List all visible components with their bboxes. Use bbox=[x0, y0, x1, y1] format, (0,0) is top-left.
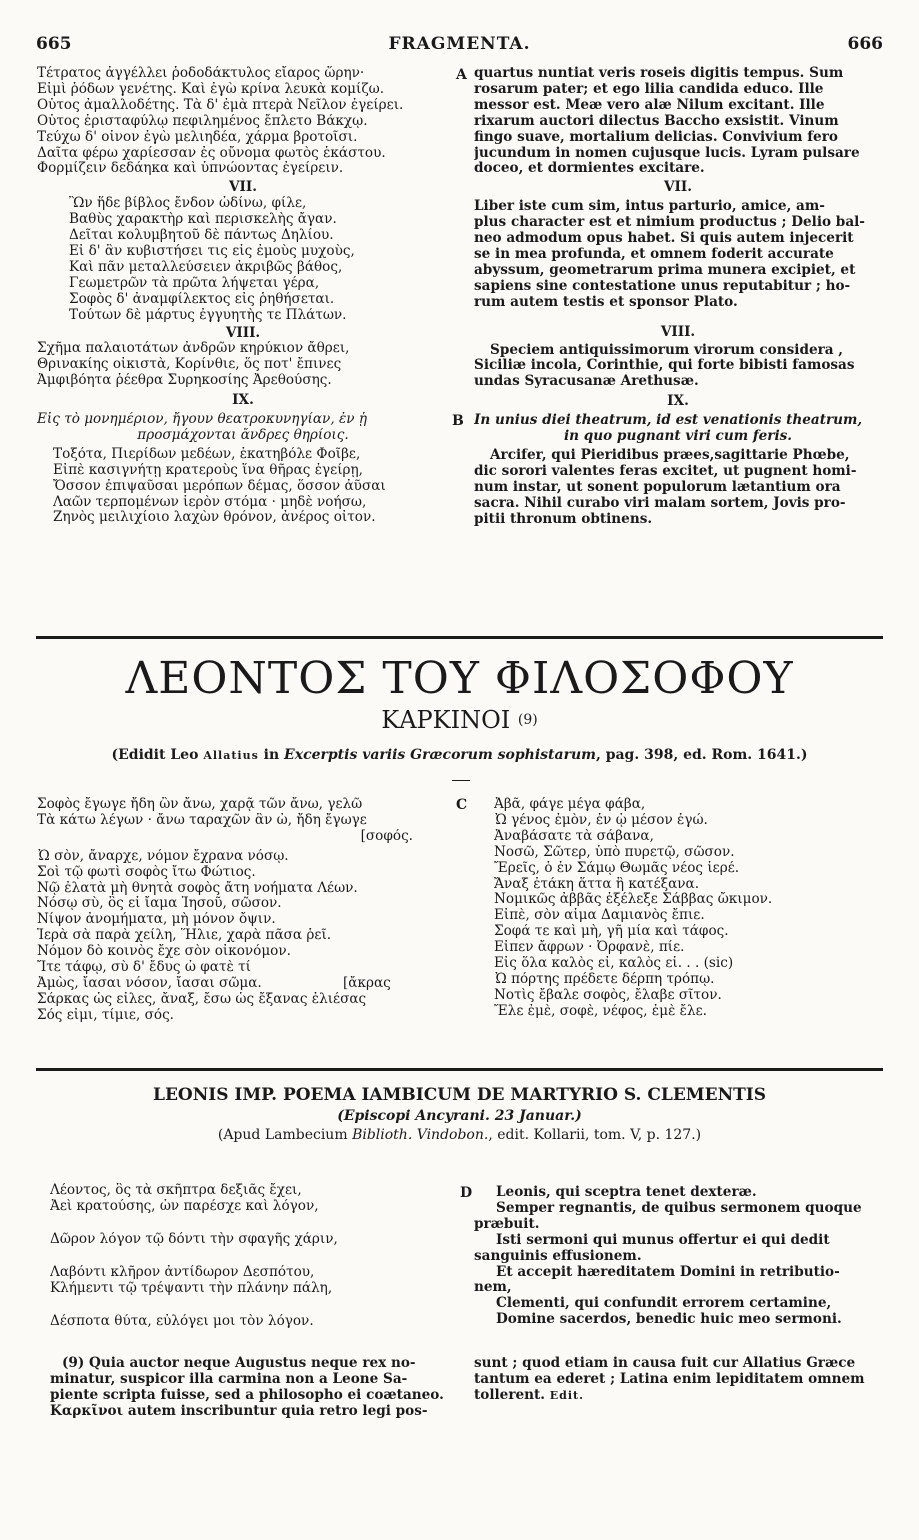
section-heading-viii: VIII. bbox=[225, 324, 261, 341]
footnote-line: (9) Quia auctor neque Augustus neque rex no- bbox=[62, 1355, 416, 1371]
verse-line: Et accepit hæreditatem Domini in retributio- bbox=[496, 1264, 840, 1280]
verse-line: Οὗτος ἀμαλλοδέτης. Τὰ δ' ἐμὰ πτερὰ Νεῖλον ἐγείρει. bbox=[37, 97, 404, 113]
section-heading-ix: IX. bbox=[232, 392, 254, 409]
footnote-right bbox=[474, 1355, 884, 1404]
greek-epigram-vii bbox=[37, 196, 449, 323]
edition-suffix: , pag. 398, ed. Rom. 1641.) bbox=[595, 747, 808, 763]
verse-line: Βαθὺς χαρακτὴρ καὶ περισκελὴς ἄγαν. bbox=[69, 212, 337, 228]
verse-line: Νῷ ἐλατὰ μὴ θνητὰ σοφὸς ἄτη νοήματα Λέων. bbox=[37, 880, 358, 896]
karkinoi-column-left bbox=[37, 797, 449, 1024]
prose-line: Siciliæ incola, Corinthie, qui forte bibisti famosas bbox=[474, 358, 855, 374]
prose-line: undas Syracusanæ Arethusæ. bbox=[474, 374, 699, 390]
verse-line: Νομικῶς ἀββᾶς ἐξέλεξε Σάββας ὤκιμον. bbox=[494, 892, 773, 908]
verse-line: Γεωμετρῶν τὰ πρῶτα λήψεται γέρα, bbox=[69, 275, 320, 291]
verse-line: Νοτὶς ἔβαλε σοφὸς, ἔλαβε σῖτον. bbox=[494, 987, 722, 1003]
verse-line: Σχῆμα παλαιοτάτων ἀνδρῶν κηρύκιον ἄθρει, bbox=[37, 341, 350, 357]
poem-greek-column bbox=[50, 1183, 450, 1329]
prose-line: messor est. Meæ vero alæ Nilum excitant. Ille bbox=[474, 97, 825, 113]
footnote-signature: Edit. bbox=[549, 1389, 584, 1402]
prose-line: abyssum, geometrarum prima munera excipiet, et bbox=[474, 262, 856, 278]
section-divider bbox=[36, 1068, 883, 1071]
latin-fragment-tail bbox=[474, 66, 882, 177]
poem-source bbox=[0, 1127, 919, 1143]
edition-editor: Allatius bbox=[203, 749, 259, 762]
verse-line: Leonis, qui sceptra tenet dexteræ. bbox=[496, 1185, 757, 1200]
verse-line: Νόμον δὸ κοινὸς ἔχε σὸν οἰκονόμον. bbox=[37, 944, 291, 960]
verse-line: Isti sermoni qui munus offertur ei qui dedit bbox=[496, 1232, 830, 1248]
verse-line: Ὄσσον ἐπιψαῦσαι μερόπων δέμας, ὅσσον ἀῦσαι bbox=[53, 478, 386, 494]
prose-line: dic sorori valentes feras excitet, ut pugnent homi- bbox=[474, 463, 857, 479]
verse-line: Εἰ δ' ἂν κυβιστήσει τις εἰς ἐμοὺς μυχοὺς, bbox=[69, 243, 355, 259]
verse-line: Domine sacerdos, benedic huic meo sermoni. bbox=[496, 1312, 842, 1328]
prose-line: jucundum in nomen cujusque lucis. Lyram pulsare bbox=[474, 145, 860, 161]
verse-line: Σοφά τε καὶ μὴ, γῆ μία καὶ τάφος. bbox=[494, 924, 729, 940]
prose-line: se in mea profunda, et omnem foderit accurate bbox=[474, 246, 834, 262]
section-title: ΛΕΟΝΤΟΣ ΤΟΥ ΦΙΛΟΣΟΦΟΥ bbox=[125, 653, 794, 704]
verse-line: Τούτων δὲ μάρτυς ἐγγυητὴς τε Πλάτων. bbox=[69, 307, 347, 323]
prose-line: sapiens sine contestatione unus reputabitur ; ho- bbox=[474, 278, 851, 294]
verse-line: Ἀβᾶ, φάγε μέγα φάβα, bbox=[494, 797, 646, 812]
verse-line: Τοξότα, Πιερίδων μεδέων, ἑκατηβόλε Φοῖβε, bbox=[53, 446, 361, 462]
verse-line: Ἔρεῖς, ὁ ἐν Σάμῳ Θωμᾶς νέος ἱερέ. bbox=[494, 860, 740, 876]
footnote-line: tantum ea ederet ; Latina enim lepiditatem omnem bbox=[474, 1371, 865, 1387]
prose-line: Liber iste cum sim, intus parturio, amice, am- bbox=[474, 199, 825, 215]
section-heading-ix: IX. bbox=[667, 393, 689, 410]
running-title: FRAGMENTA. bbox=[388, 34, 531, 54]
source-suffix: , edit. Kollarii, tom. V, p. 127.) bbox=[488, 1127, 702, 1143]
prose-line: sacra. Nihil curabo viri malam sortem, Jovis pro- bbox=[474, 495, 846, 511]
verse-line: Νίψον ἀνομήματα, μὴ μόνον ὄψιν. bbox=[37, 912, 276, 928]
verse-line: Καὶ πᾶν μεταλλεύσειεν ἀκριβῶς βάθος, bbox=[69, 259, 343, 275]
prose-line: pitii thronum obtinens. bbox=[474, 511, 653, 527]
source-work: Biblioth. Vindobon. bbox=[352, 1127, 489, 1143]
poem-title: LEONIS IMP. POEMA IAMBICUM DE MARTYRIO S. CLEMENTIS bbox=[152, 1085, 767, 1105]
section-heading-vii: VII. bbox=[229, 179, 257, 196]
subtitle-text: ΚΑΡΚΙΝΟΙ bbox=[381, 706, 511, 734]
margin-marker-a: A bbox=[456, 67, 467, 83]
prose-line: fingo suave, mortalium delicias. Convivium fero bbox=[474, 129, 838, 145]
latin-epigram-ix-title bbox=[474, 413, 882, 445]
karkinoi-column-right bbox=[494, 797, 884, 1020]
verse-line bbox=[37, 976, 449, 992]
verse-line: Σός εἰμι, τίμιε, σός. bbox=[37, 1007, 175, 1023]
latin-epigram-ix bbox=[474, 448, 882, 528]
verse-line: Θρινακίης οἰκιστὰ, Κορίνθιε, ὅς ποτ' ἔπινες bbox=[37, 357, 342, 373]
verse-line: Λαβόντι κλῆρον ἀντίδωρον Δεσπότου, bbox=[50, 1264, 315, 1280]
verse-line: Εἰπὲ κασιγνήτῃ κρατεροὺς ἵνα θῆρας ἐγείρῃ, bbox=[53, 462, 363, 478]
verse-line: Ἀεὶ κρατούσης, ὧν παρέσχε καὶ λόγον, bbox=[50, 1198, 319, 1214]
verse-line: Ἀναβάσατε τὰ σάβανα, bbox=[494, 828, 654, 844]
source-prefix: (Apud Lambecium bbox=[217, 1127, 353, 1143]
edition-prefix: (Edidit Leo bbox=[111, 747, 199, 763]
section-heading-viii: VIII. bbox=[660, 323, 696, 340]
verse-line: Δῶρον λόγον τῷ δόντι τὴν σφαγῆς χάριν, bbox=[50, 1231, 338, 1247]
latin-epigram-viii bbox=[474, 343, 882, 391]
prose-line: Arcifer, qui Pieridibus præes,sagittarie Phœbe, bbox=[490, 447, 850, 463]
verse-line: Εἶπεν ἄφρων · Ὀρφανὲ, πίε. bbox=[494, 940, 685, 956]
footnote-line: Καρκῖνοι autem inscribuntur quia retro legi pos- bbox=[50, 1403, 428, 1419]
verse-line: Δαῖτα φέρω χαρίεσσαν ἐς οὔνομα φωτὸς ἑκάστου. bbox=[37, 145, 386, 161]
greek-epigram-viii bbox=[37, 341, 449, 389]
section-divider bbox=[36, 636, 883, 639]
verse-line: Τεύχω δ' οἶνον ἐγὼ μελιηδέα, χάρμα βροτοῖσι. bbox=[37, 129, 358, 145]
prose-line: plus character est et nimium productus ; Delio bal- bbox=[474, 215, 865, 231]
verse-line: Clementi, qui confundit errorem certamine, bbox=[496, 1296, 832, 1312]
verse-line: Εἰς ὅλα καλὸς εἶ, καλὸς εἶ. . . (sic) bbox=[494, 956, 734, 972]
verse-line: Δέσποτα θύτα, εὐλόγει μοι τὸν λόγον. bbox=[50, 1313, 314, 1329]
verse-carryover: [ἄκρας bbox=[343, 975, 391, 991]
prose-line: Speciem antiquissimorum virorum considera , bbox=[490, 342, 844, 358]
verse-line: [σοφός. bbox=[360, 828, 413, 844]
edition-mid: in bbox=[258, 747, 285, 763]
verse-line: sanguinis effusionem. bbox=[474, 1248, 642, 1264]
footnote-line: minatur, suspicor illa carmina non a Leone Sa- bbox=[50, 1371, 408, 1387]
footnote-text: tollerent. bbox=[474, 1387, 546, 1403]
page-number-left: 665 bbox=[36, 34, 72, 54]
page-number-right: 666 bbox=[847, 34, 883, 54]
verse-line: Οὗτος ἐρισταφύλῳ πεφιλημένος ἔπλετο Βάκχῳ. bbox=[37, 113, 368, 129]
title-line: in quo pugnant viri cum feris. bbox=[563, 429, 793, 445]
verse-line: Κλήμεντι τῷ τρέψαντι τὴν πλάνην πάλη, bbox=[50, 1280, 333, 1296]
footnote-line: sunt ; quod etiam in causa fuit cur Allatius Græce bbox=[474, 1355, 856, 1371]
verse-line: Δεῖται κολυμβητοῦ δὲ πάντως Δηλίου. bbox=[69, 228, 334, 244]
verse-line: præbuit. bbox=[474, 1216, 540, 1232]
prose-line: rixarum auctori dilectus Baccho exsistit. Vinum bbox=[474, 113, 839, 129]
margin-marker-d: D bbox=[460, 1185, 473, 1201]
verse-line: Τέτρατος ἀγγέλλει ῥοδοδάκτυλος εἴαρος ὥρην· bbox=[37, 66, 365, 81]
prose-line: doceo, et dormientes excitare. bbox=[474, 161, 705, 177]
footnote-line bbox=[474, 1387, 884, 1404]
verse-line: Λαῶν τερπομένων ἱερὸν στόμα · μηδὲ νοήσω, bbox=[53, 494, 367, 510]
margin-marker-b: B bbox=[452, 413, 464, 429]
verse-line: Τὰ κάτω λέγων · ἄνω ταραχῶν ἂν ὦ, ἤδη ἔγωγε bbox=[37, 812, 367, 828]
verse-line: Νοσῶ, Σῶτερ, ὑπὸ πυρετῷ, σῶσον. bbox=[494, 844, 735, 860]
verse-line: Ἔλε ἐμὲ, σοφὲ, νέφος, ἐμὲ ἔλε. bbox=[494, 1003, 707, 1019]
verse-text: Ἀμὼς, ἴασαι νόσον, ἴασαι σῶμα. bbox=[37, 975, 262, 991]
edition-note bbox=[0, 747, 919, 763]
edition-work: Excerptis variis Græcorum sophistarum bbox=[284, 747, 596, 763]
verse-line: Σοὶ τῷ φωτὶ σοφὸς ἴτω Φώτιος. bbox=[37, 864, 256, 880]
title-line: Εἰς τὸ μονημέριον, ἤγουν θεατροκυνηγίαν, ἐν ᾗ bbox=[37, 412, 367, 428]
verse-line: Νόσῳ σὺ, ὃς εἶ ἴαμα Ἰησοῦ, σῶσον. bbox=[37, 896, 282, 912]
verse-line: Ὦ σὸν, ἄναρχε, νόμον ἔχρανα νόσῳ. bbox=[37, 848, 289, 864]
verse-line: Ἱερὰ σὰ παρὰ χείλη, Ἥλιε, χαρὰ πᾶσα ῥεῖ. bbox=[37, 928, 332, 944]
short-dash bbox=[452, 780, 470, 781]
verse-line: Ὢν ἥδε βίβλος ἔνδον ὠδίνω, φίλε, bbox=[69, 196, 307, 212]
verse-line: Εἰμὶ ῥόδων γενέτης. Καὶ ἐγὼ κρίνα λευκὰ κομίζω. bbox=[37, 81, 385, 97]
verse-line: Ἄναξ ἐτάκη ἅττα ἣ κατέξανα. bbox=[494, 876, 700, 892]
running-header bbox=[36, 34, 883, 56]
verse-line: Ἀμφιβόητα ῥέεθρα Συρηκοσίης Ἀρεθούσης. bbox=[37, 373, 332, 389]
latin-column-top bbox=[474, 66, 882, 527]
prose-line: rosarum pater; et ego lilia candida educo. Ille bbox=[474, 81, 824, 97]
verse-line: Λέοντος, ὃς τὰ σκῆπτρα δεξιᾶς ἔχει, bbox=[50, 1183, 302, 1198]
prose-line: num instar, ut sonent populorum lætantium ora bbox=[474, 479, 841, 495]
title-line: In unius diei theatrum, id est venationis theatrum, bbox=[474, 413, 863, 429]
verse-line: Ὦ γένος ἐμὸν, ἐν ᾧ μέσον ἐγώ. bbox=[494, 812, 708, 828]
greek-fragment-tail bbox=[37, 66, 449, 177]
verse-line: Σοφὸς δ' ἀναμφίλεκτος εἰς ῥηθήσεται. bbox=[69, 291, 335, 307]
title-line: προσμάχονται ἄνδρες θηρίοις. bbox=[137, 427, 349, 443]
verse-line: Σοφὸς ἔγωγε ἤδη ὢν ἄνω, χαρᾷ τῶν ἄνω, γελῶ bbox=[37, 797, 363, 812]
prose-line: neo admodum opus habet. Si quis autem injecerit bbox=[474, 231, 854, 247]
prose-line: rum autem testis et sponsor Plato. bbox=[474, 294, 738, 310]
section-heading-vii: VII. bbox=[664, 179, 692, 196]
margin-marker-c: C bbox=[456, 797, 468, 813]
prose-line: quartus nuntiat veris roseis digitis tempus. Sum bbox=[474, 66, 844, 81]
footnote-line: piente scripta fuisse, sed a philosopho ei coætaneo. bbox=[50, 1387, 444, 1403]
verse-line: Semper regnantis, de quibus sermonem quoque bbox=[496, 1200, 862, 1216]
greek-epigram-ix-title bbox=[37, 412, 449, 444]
poem-latin-column bbox=[474, 1185, 881, 1328]
verse-line: Ἴτε τάφῳ, σὺ δ' ἔδυς ὦ φατὲ τί bbox=[37, 960, 251, 976]
poem-subtitle: (Episcopi Ancyrani. 23 Januar.) bbox=[337, 1108, 582, 1124]
verse-line: Ζηνὸς μειλιχίοιο λαχὼν θρόνον, ἀνέρος οἶτον. bbox=[53, 510, 376, 526]
footnote-reference: (9) bbox=[517, 712, 538, 728]
verse-line: Σάρκας ὡς εἶλες, ἄναξ, ἔσω ὡς ἔξανας ἐλιέσας bbox=[37, 991, 367, 1007]
greek-column-top bbox=[37, 66, 449, 526]
verse-line: nem, bbox=[474, 1280, 512, 1296]
footnote-left bbox=[50, 1355, 452, 1419]
verse-line: Ὦ πόρτης πρέδετε δέρπη τρόπῳ. bbox=[494, 971, 715, 987]
greek-epigram-ix bbox=[37, 447, 449, 527]
verse-line: Φορμίζειν δεδάηκα καὶ ὑπνώοντας ἐγείρειν. bbox=[37, 161, 344, 177]
latin-epigram-vii bbox=[474, 199, 882, 310]
verse-line: Εἰπὲ, σὸν αἷμα Δαμιανὸς ἔπιε. bbox=[494, 908, 705, 924]
section-subtitle bbox=[0, 706, 919, 734]
